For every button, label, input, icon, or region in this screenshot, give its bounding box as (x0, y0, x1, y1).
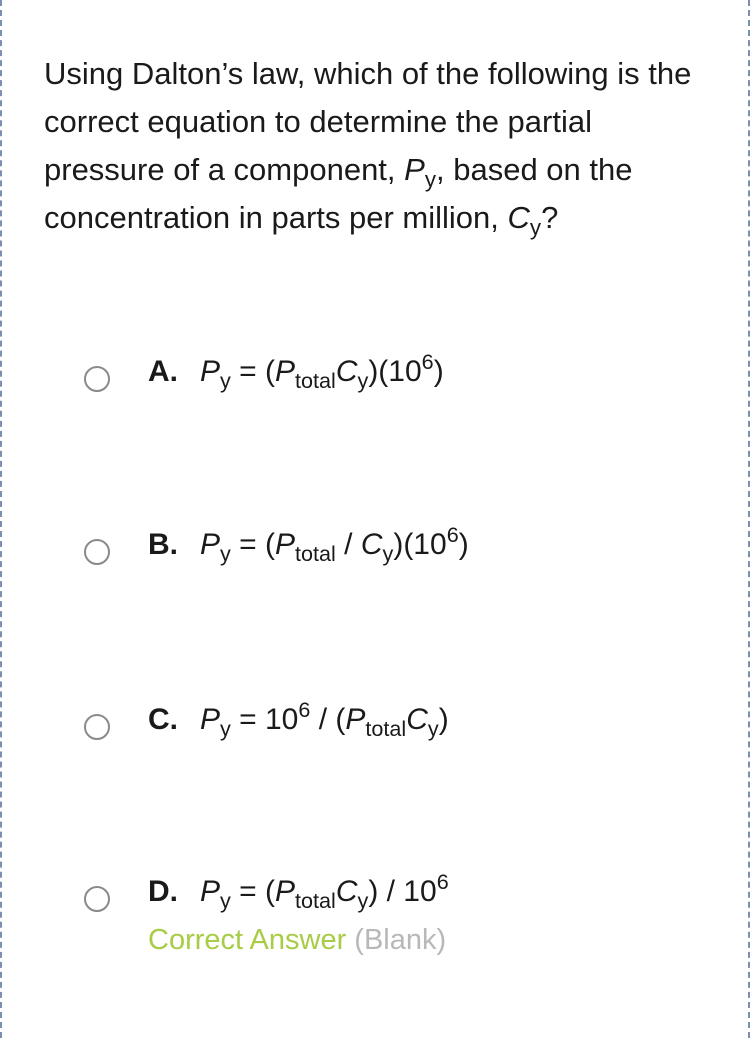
option-a[interactable] (0, 348, 740, 438)
answer-feedback (148, 922, 446, 958)
option-d-radio[interactable] (84, 886, 110, 912)
option-b-letter: B. (148, 528, 178, 561)
option-c-equation: $P_y = 10^6 / (P_{total}C_y)$ (200, 697, 449, 741)
option-c[interactable] (0, 696, 740, 786)
option-b[interactable] (0, 521, 740, 611)
option-c-letter: C. (148, 703, 178, 736)
correct-answer-label: Correct Answer (148, 924, 347, 956)
option-c-radio[interactable] (84, 714, 110, 740)
option-a-equation: $P_y = (P_{total}C_y)(10^6)$ (200, 349, 444, 393)
option-a-letter: A. (148, 355, 178, 388)
option-b-equation: $P_y = (P_{total} / C_y)(10^6)$ (200, 522, 469, 566)
option-d-letter: D. (148, 875, 178, 908)
question-text: Using Dalton’s law, which of the following is the correct equation to determine the partial pressure of a component, $P_y$, based on the concentration in parts per million, $C_y$? (44, 56, 692, 241)
option-a-radio[interactable] (84, 366, 110, 392)
option-b-radio[interactable] (84, 539, 110, 565)
answer-status: (Blank) (354, 924, 447, 956)
option-d-equation: $P_y = (P_{total}C_y) / 10^6$ (200, 869, 449, 913)
option-d[interactable] (0, 869, 740, 972)
